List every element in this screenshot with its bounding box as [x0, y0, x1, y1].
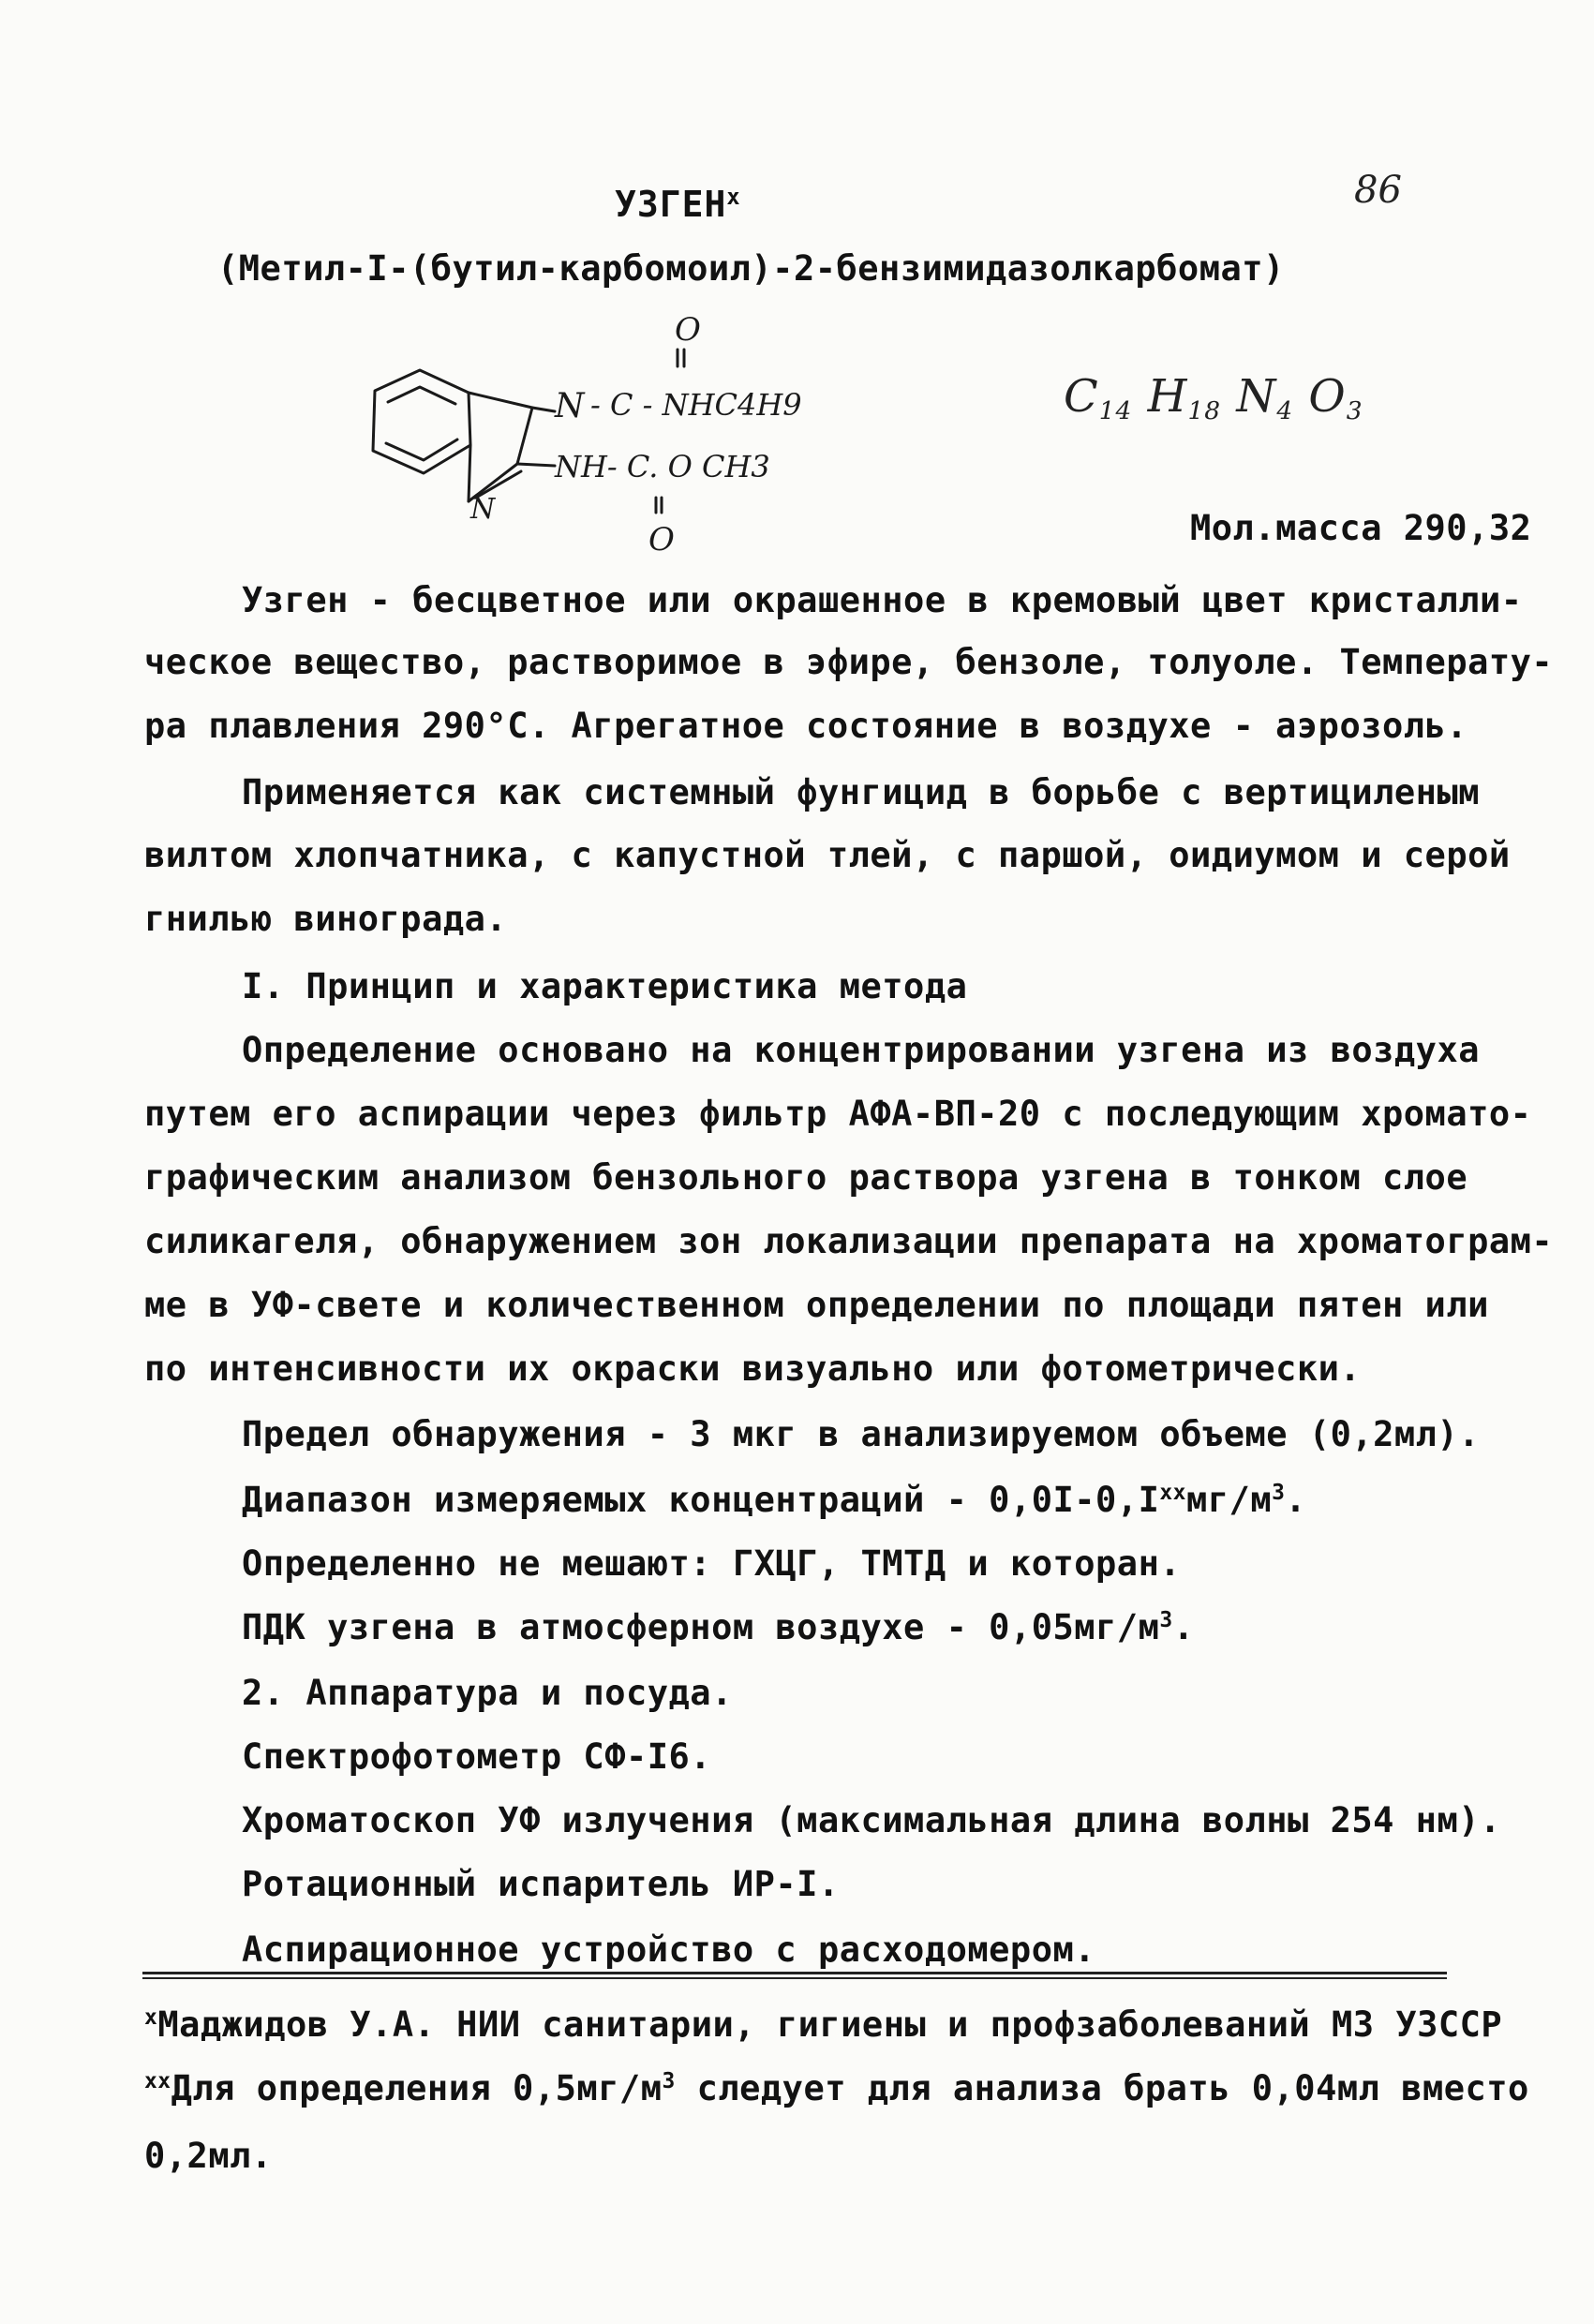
- footnote-2-end: 0,2мл.: [144, 2136, 273, 2176]
- range-footnote-mark: xx: [1159, 1481, 1186, 1506]
- equipment-item: Спектрофотометр СФ-I6.: [242, 1736, 712, 1777]
- section-heading: I. Принцип и характеристика метода: [242, 966, 968, 1006]
- benzimidazole-ring: [373, 350, 684, 513]
- formula-o-count: 3: [1346, 395, 1363, 425]
- page-number: 86: [1354, 169, 1402, 212]
- carbonyl-oxygen-bottom: O: [648, 521, 675, 559]
- pdk-end: .: [1172, 1607, 1195, 1647]
- paragraph-line: ра плавления 290°С. Агрегатное состояние в воздухе - аэрозоль.: [144, 706, 1468, 746]
- chemical-name: (Метил-I-(бутил-карбомоил)-2-бензимидазолкарбомат): [217, 248, 1285, 289]
- no-interference: Определенно не мешают: ГХЦГ, ТМТД и которан.: [242, 1543, 1182, 1584]
- title-text: УЗГЕН: [615, 184, 727, 225]
- footnote-2-text: Для определения 0,5мг/м: [171, 2068, 663, 2108]
- pdk-text: ПДК узгена в атмосферном воздухе - 0,05мг/м: [242, 1607, 1160, 1647]
- formula-h: H: [1147, 370, 1188, 423]
- footnote-2-text-cont: следует для анализа брать 0,04мл вместо: [675, 2068, 1529, 2108]
- paragraph-line: Применяется как системный фунгицид в борьбе с вертициленым: [242, 772, 1481, 812]
- paragraph-line: Определение основано на концентрировании узгена из воздуха: [242, 1030, 1481, 1070]
- equipment-item: Хроматоскоп УФ излучения (максимальная длина волны 254 нм).: [242, 1800, 1501, 1840]
- nitrogen-1: N: [555, 387, 585, 425]
- range-text: Диапазон измеряемых концентраций - 0,0I-0,I: [242, 1480, 1160, 1520]
- title-footnote-mark: x: [726, 184, 741, 211]
- molecular-mass: Мол.масса 290,32: [1190, 508, 1532, 548]
- formula-h-count: 18: [1187, 395, 1222, 425]
- paragraph-line: ческое вещество, растворимое в эфире, бензоле, толуоле. Температу-: [144, 642, 1554, 682]
- footnote-rule: [142, 1972, 1447, 1974]
- footnote-1-text: Маджидов У.А. НИИ санитарии, гигиены и профзаболеваний МЗ УЗССР: [157, 2004, 1503, 2045]
- footnote-rule: [142, 1977, 1447, 1979]
- range-unit-exponent: 3: [1272, 1481, 1286, 1506]
- footnote-2: [144, 2068, 1529, 2108]
- formula-c-count: 14: [1098, 395, 1133, 425]
- paragraph-line: путем его аспирации через фильтр АФА-ВП-20 с последующим хромато-: [144, 1094, 1532, 1134]
- formula-o: O: [1308, 370, 1347, 423]
- paragraph-line: вилтом хлопчатника, с капустной тлей, с паршой, оидиумом и серой: [144, 835, 1511, 875]
- footnote-1-mark: x: [144, 2005, 158, 2031]
- formula-n-count: 4: [1276, 395, 1294, 425]
- paragraph-line: гнилью винограда.: [144, 899, 508, 939]
- paragraph-line: по интенсивности их окраски визуально или фотометрически.: [144, 1348, 1362, 1389]
- molecular-formula: [1064, 370, 1363, 425]
- equipment-item: Ротационный испаритель ИР-I.: [242, 1864, 840, 1904]
- carbamate-group: NH- C. O CH3: [555, 449, 770, 484]
- carbonyl-oxygen-top: O: [675, 314, 701, 349]
- formula-c: C: [1064, 370, 1099, 423]
- page-title: [615, 184, 741, 225]
- range-end: .: [1285, 1480, 1307, 1520]
- nitrogen-2: N: [470, 493, 496, 526]
- formula-n: N: [1236, 370, 1277, 423]
- structural-formula: [309, 314, 909, 567]
- paragraph-line: графическим анализом бензольного раствора узгена в тонком слое: [144, 1157, 1468, 1198]
- paragraph-line: силикагеля, обнаружением зон локализации препарата на хроматограм-: [144, 1221, 1554, 1261]
- footnote-2-exponent: 3: [662, 2069, 676, 2094]
- paragraph-line: Узген - бесцветное или окрашенное в кремовый цвет кристалли-: [242, 580, 1523, 620]
- footnote-1: [144, 2004, 1503, 2045]
- footnote-2-mark: xx: [144, 2069, 171, 2094]
- concentration-range: [242, 1480, 1307, 1520]
- paragraph-line: ме в УФ-свете и количественном определении по площади пятен или: [144, 1285, 1489, 1325]
- pdk-value: [242, 1607, 1195, 1647]
- pdk-unit-exponent: 3: [1159, 1608, 1173, 1633]
- carbamoyl-group: - C - NHC4H9: [590, 387, 802, 423]
- range-unit: мг/м: [1186, 1480, 1273, 1520]
- equipment-item: Аспирационное устройство с расходомером.: [242, 1929, 1096, 1970]
- section-heading: 2. Аппаратура и посуда.: [242, 1673, 733, 1713]
- detection-limit: Предел обнаружения - 3 мкг в анализируемом объеме (0,2мл).: [242, 1414, 1481, 1454]
